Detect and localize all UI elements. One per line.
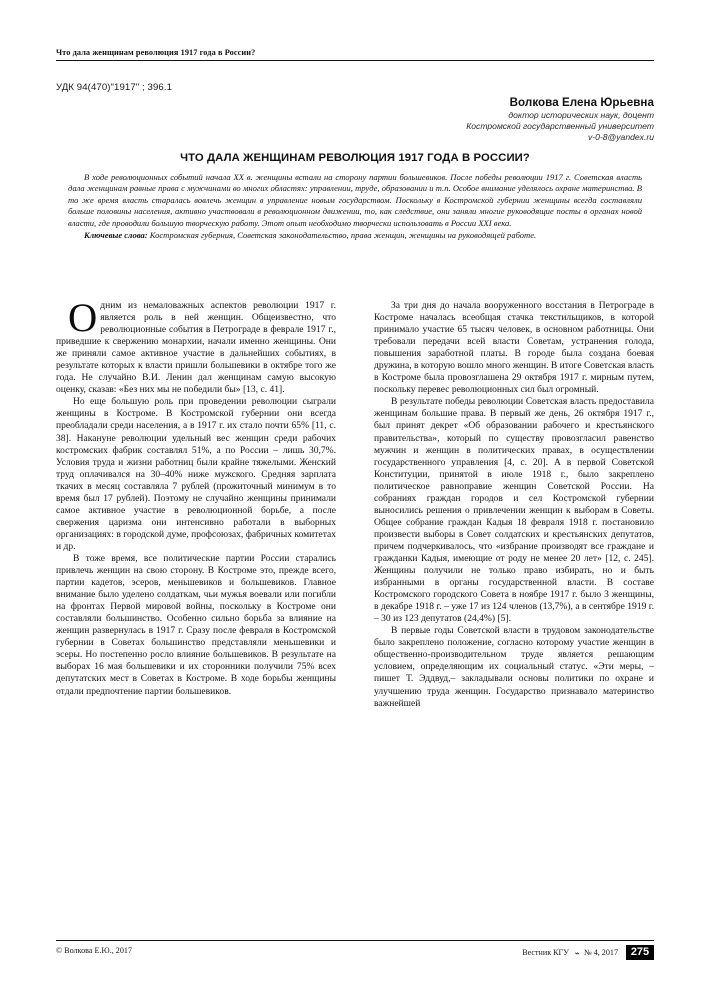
udc-code: УДК 94(470)"1917" ; 396.1: [56, 82, 173, 93]
running-head-divider: [56, 60, 654, 61]
issue-label: № 4, 2017: [583, 948, 618, 957]
author-name: Волкова Елена Юрьевна: [509, 96, 654, 109]
paragraph-text: дним из немаловажных аспектов революции 1917 г. является роль в ней женщин. Общеизвестно, что революционные события в Петрограде в феврале 1917 г., приведшие к свержению монархии, начали именно женщины. Они же приняли самое активное участие в дальнейших событиях, в результате которых к власти пришли большевики в октябре того же года. Не случайно В.И. Ленин дал женщинам самую высокую оценку, сказав: «Без них мы не победили бы» [13, с. 41].: [56, 300, 336, 396]
paragraph: В тоже время, все политические партии России старались привлечь женщин на свою сторону. В Костроме это, прежде всего, партии кадетов, эсеров, меньшевиков и большевиков. Главное внимание было уделено солдаткам, чьи мужья воевали или погибли на фронтах Первой мировой войны, поскольку в Костроме они составляли большинство. Особенно сильно борьба за влияние на женщин развернулась в 1917 г. Сразу после февраля в Костромской губернии в Советах большинство представляли меньшевики и эсеры. Но постепенно росло влияние большевиков. В результате на выборах 16 мая большевики и их сторонники получили 75% всех депутатских мест в Советах в Костроме. В ходе борьбы женщины отдали предпочтение партии большевиков.: [56, 552, 336, 697]
footer-journal-info: [522, 945, 654, 960]
running-head-title: Что дала женщинам революция 1917 года в России?: [56, 48, 256, 57]
journal-name: Вестник КГУ: [522, 948, 569, 957]
footer-divider: [56, 940, 654, 941]
copyright-notice: © Волкова Е.Ю., 2017: [56, 946, 132, 955]
journal-logo-icon: ⌁: [573, 948, 579, 958]
author-block: [324, 96, 654, 144]
paragraph: В первые годы Советской власти в трудовом законодательстве было закреплено положение, согласно которому участие женщин в общественно-производительном труде является решающим условием, определяющим их социальный статус. «Эти меры, – пишет Т. Эддвуд,– закладывали основы политики по охране и улучшению труда женщин. Государство признавало материнство важнейшей: [374, 625, 654, 709]
body-column-right: [374, 300, 654, 710]
page-number-badge: 275: [626, 945, 654, 960]
running-head: [56, 48, 654, 61]
author-email[interactable]: v-0-8@yandex.ru: [587, 132, 654, 143]
page-title: ЧТО ДАЛА ЖЕНЩИНАМ РЕВОЛЮЦИЯ 1917 ГОДА В РОССИИ?: [180, 152, 530, 164]
paragraph: За три дня до начала вооруженного восстания в Петрограде в Костроме началась всеобщая стачка текстильщиков, в которой принимало участие 65 тысяч человек, в основном работницы. Они требовали передачи всей власти Советам, устранения голода, повышения заработной платы. В городе была создана боевая дружина, в которую вошло много женщин. В итоге Советская власть в Костроме была провозглашена 29 октября 1917 г. мирным путем, поскольку перевес революционных сил был огромный.: [374, 300, 654, 396]
drop-cap: О: [68, 295, 98, 340]
paragraph: [56, 295, 336, 396]
abstract-text: В ходе революционных событий начала XX в. женщины встали на сторону партии большевиков. После победы революции 1917 г. Советская власть дала женщинам равные права с мужчинами во многих областях: управлении, труде, образовании и т.п. Особое внимание уделялось охране материнства. В то же время власть старалась вовлечь женщин в управление новым государством. Поскольку в Костромской губернии женщины всегда составляли больше половины населения, активно участвовали в революционном движении, то, как следствие, они заняли многие руководящие посты в органах новой власти, где проводили большую творческую работу. Этот опыт необходимо творчески использовать в России XXI века.: [68, 172, 642, 228]
page-footer: [56, 945, 654, 961]
paragraph: В результате победы революции Советская власть предоставила женщинам большие права. В первый же день, 26 октября 1917 г., был принят декрет «Об образовании рабочего и крестьянского правительства», который по существу провозгласил равенство мужчин и женщин в политических правах, в осуществлении государственного управления [4, с. 20]. А в первой Советской Конституции, принятой в июле 1918 г., было закреплено политическое равноправие женщин Советской России. На собраниях граждан городов и сел Костромской губернии выносились решения о привлечении женщин к выборам в Советы. Общее собрание граждан Кадыя 18 февраля 1918 г. постановило произвести выборы в Совет солдатских и крестьянских депутатов, причем подчеркивалось, что «избрание производят все граждане и гражданки Кадыя, имеющие от роду не менее 20 лет» [12, с. 245]. Женщины получили не только право избирать, но и быть избранными в органы государственной власти. В составе Костромского городского Совета в ноябре 1917 г. было 3 женщины, в декабре 1918 г. – уже 17 из 124 членов (13,7%), а в сентябре 1919 г. – 30 из 123 депутатов (24,4%) [5].: [374, 396, 654, 625]
body-column-left: [56, 295, 336, 698]
paragraph: Но еще большую роль при проведении революции сыграли женщины в Костроме. В Костромской губернии они всегда преобладали среди населения, а в 1917 г. их стало почти 65% [11, с. 38]. Накануне революции удельный вес женщин среди рабочих костромских фабрик составлял 51%, а по России – лишь 30,7%. Условия труда и жизни работниц были крайне тяжелыми. Женский труд оплачивался на 30–40% ниже мужского. Средняя зарплата ткачих в месяц составляла 7 рублей (прожиточный минимум в то время был 17 рублей). Поэтому не случайно женщины принимали самое активное участие в революционной борьбе, а после свержения царизма они интенсивно работали в выборных организациях: в городской думе, профсоюзах, фабричных комитетах и др.: [56, 396, 336, 552]
keywords-text: Костромская губерния, Советская законодательство, права женщин, женщины на руководящей работе.: [149, 230, 537, 241]
keywords-label: Ключевые слова:: [84, 230, 148, 241]
abstract-block: [68, 172, 642, 242]
author-degree: доктор исторических наук, доцент: [508, 110, 654, 120]
author-affiliation: Костромской государственный университет: [466, 121, 654, 132]
keywords-paragraph: [68, 230, 642, 241]
